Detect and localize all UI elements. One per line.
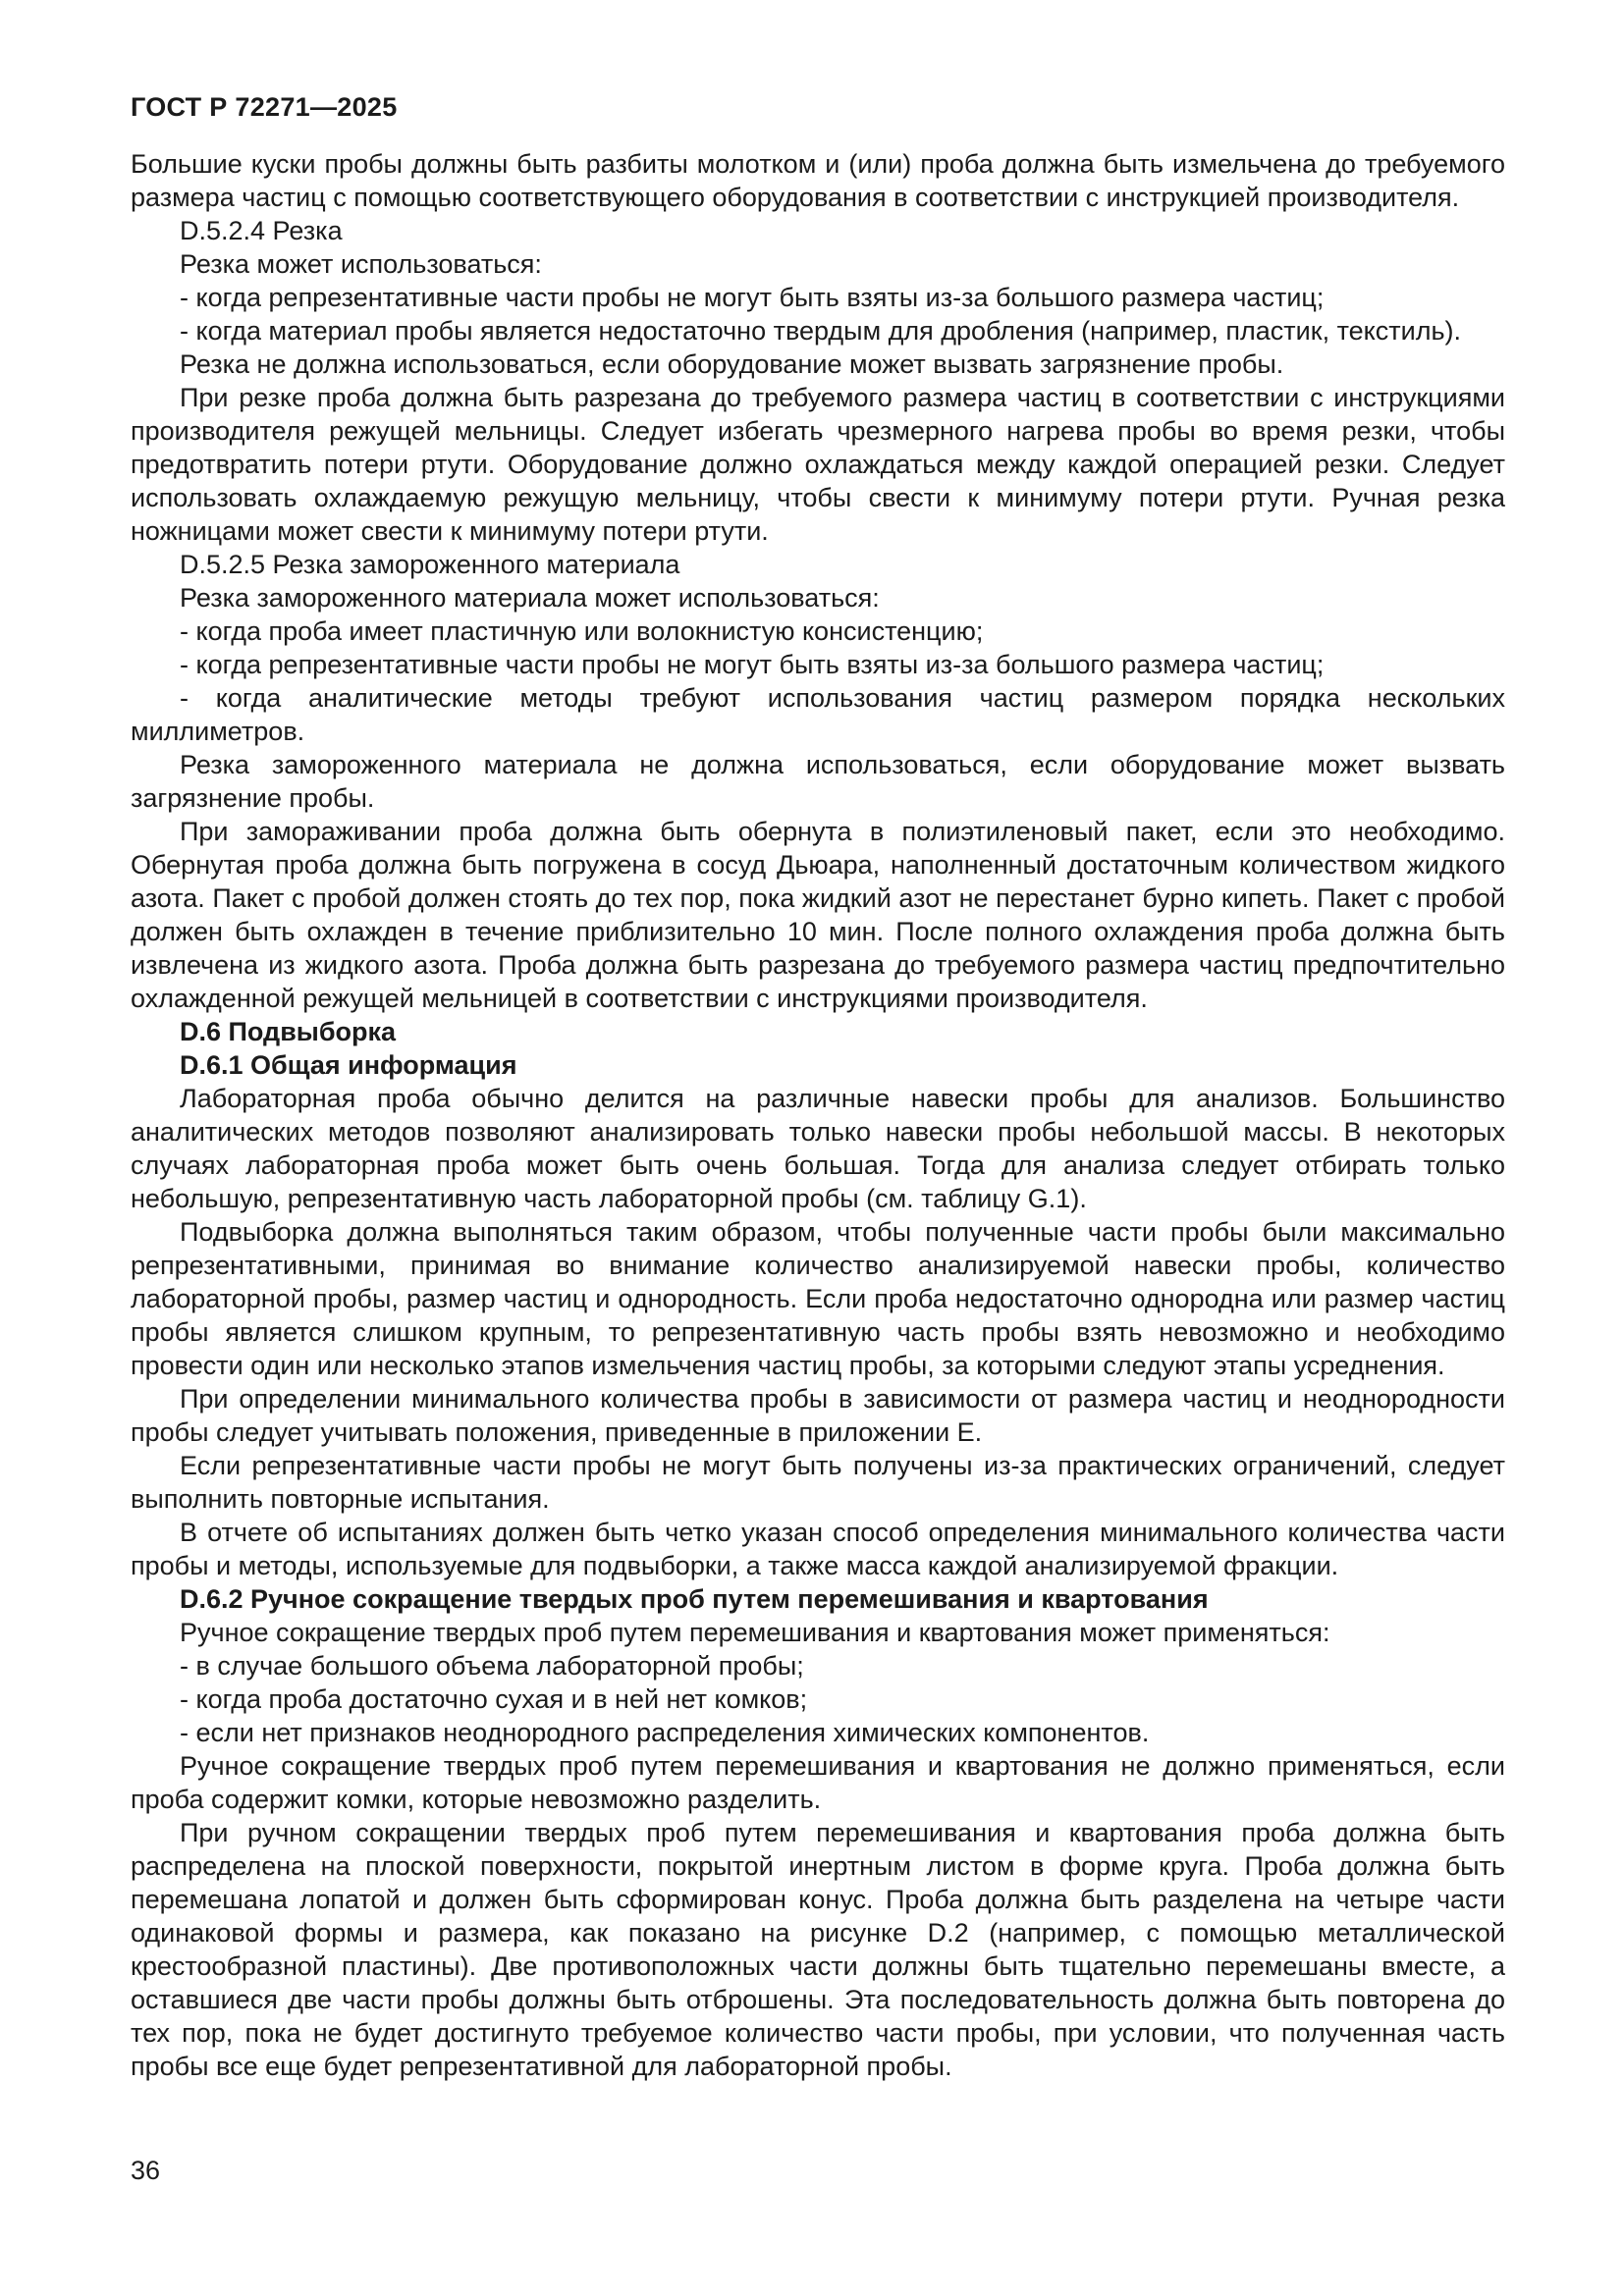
standard-number: ГОСТ Р 72271—2025 — [131, 92, 398, 122]
paragraph: D.5.2.5 Резка замороженного материала — [180, 550, 680, 579]
paragraph: При резке проба должна быть разрезана до требуемого размера частиц в соответствии с инструкциями производителя режущей мельницы. Следует избегать чрезмерного нагрева пробы во время резки, чтобы предотвратить потери ртути. Оборудование должно охлаждаться между каждой операцией резки. Следует использовать охлаждаемую режущую мельницу, чтобы свести к минимуму потери ртути. Ручная резка ножницами может свести к минимуму потери ртути. — [131, 383, 1505, 546]
section-heading: D.6 Подвыборка — [180, 1017, 397, 1046]
paragraph: Если репрезентативные части пробы не могут быть получены из-за практических ограничений, следует выполнить повторные испытания. — [131, 1451, 1505, 1514]
list-item: - когда аналитические методы требуют использования частиц размером порядка нескольких миллиметров. — [131, 683, 1505, 746]
paragraph: Резка не должна использоваться, если оборудование может вызвать загрязнение пробы. — [180, 349, 1284, 379]
paragraph: D.5.2.4 Резка — [180, 216, 343, 245]
section-heading: D.6.1 Общая информация — [180, 1050, 517, 1080]
document-header — [131, 92, 398, 123]
list-item: - если нет признаков неоднородного распределения химических компонентов. — [180, 1718, 1150, 1747]
paragraph: Резка замороженного материала не должна использоваться, если оборудование может вызвать загрязнение пробы. — [131, 750, 1505, 813]
document-content — [131, 147, 1505, 2083]
list-item: - когда репрезентативные части пробы не могут быть взяты из-за большого размера частиц; — [180, 283, 1325, 312]
paragraph: При определении минимального количества пробы в зависимости от размера частиц и неоднородности пробы следует учитывать положения, приведенные в приложении E. — [131, 1384, 1505, 1447]
paragraph: При ручном сокращении твердых проб путем перемешивания и квартования проба должна быть распределена на плоской поверхности, покрытой инертным листом в форме круга. Проба должна быть перемешана лопатой и должен быть сформирован конус. Проба должна быть разделена на четыре части одинаковой формы и размера, как показано на рисунке D.2 (например, с помощью металлической крестообразной пластины). Две противоположных части должны быть тщательно перемешаны вместе, а оставшиеся две части пробы должны быть отброшены. Эта последовательность должна быть повторена до тех пор, пока не будет достигнуто требуемое количество части пробы, при условии, что полученная часть пробы все еще будет репрезентативной для лабораторной пробы. — [131, 1818, 1505, 2081]
paragraph: При замораживании проба должна быть обернута в полиэтиленовый пакет, если это необходимо. Обернутая проба должна быть погружена в сосуд Дьюара, наполненный достаточным количеством жидкого азота. Пакет с пробой должен стоять до тех пор, пока жидкий азот не перестанет бурно кипеть. Пакет с пробой должен быть охлажден в течение приблизительно 10 мин. После полного охлаждения проба должна быть извлечена из жидкого азота. Проба должна быть разрезана до требуемого размера частиц предпочтительно охлажденной режущей мельницей в соответствии с инструкциями производителя. — [131, 817, 1505, 1013]
page-number: 36 — [131, 2156, 161, 2185]
list-item: - когда проба достаточно сухая и в ней нет комков; — [180, 1684, 808, 1714]
list-item: - когда репрезентативные части пробы не могут быть взяты из-за большого размера частиц; — [180, 650, 1325, 679]
list-item: - когда материал пробы является недостаточно твердым для дробления (например, пластик, текстиль). — [180, 316, 1462, 346]
paragraph: Резка замороженного материала может использоваться: — [180, 583, 880, 613]
section-heading: D.6.2 Ручное сокращение твердых проб путем перемешивания и квартования — [180, 1584, 1209, 1614]
paragraph: Резка может использоваться: — [180, 249, 542, 279]
paragraph: Подвыборка должна выполняться таким образом, чтобы полученные части пробы были максимально репрезентативными, принимая во внимание количество анализируемой навески пробы, количество лабораторной пробы, размер частиц и однородность. Если проба недостаточно однородна или размер частиц пробы является слишком крупным, то репрезентативную часть пробы взять невозможно и необходимо провести один или несколько этапов измельчения частиц пробы, за которыми следуют этапы усреднения. — [131, 1217, 1505, 1380]
paragraph: Ручное сокращение твердых проб путем перемешивания и квартования может применяться: — [180, 1618, 1330, 1647]
list-item: - когда проба имеет пластичную или волокнистую консистенцию; — [180, 616, 984, 646]
paragraph: Лабораторная проба обычно делится на различные навески пробы для анализов. Большинство аналитических методов позволяют анализировать только навески пробы небольшой массы. В некоторых случаях лабораторная проба может быть очень большая. Тогда для анализа следует отбирать только небольшую, репрезентативную часть лабораторной пробы (см. таблицу G.1). — [131, 1084, 1505, 1213]
paragraph: Ручное сокращение твердых проб путем перемешивания и квартования не должно применяться, если проба содержит комки, которые невозможно разделить. — [131, 1751, 1505, 1814]
paragraph: В отчете об испытаниях должен быть четко указан способ определения минимального количества части пробы и методы, используемые для подвыборки, а также масса каждой анализируемой фракции. — [131, 1518, 1505, 1580]
paragraph: Большие куски пробы должны быть разбиты молотком и (или) проба должна быть измельчена до требуемого размера частиц с помощью соответствующего оборудования в соответствии с инструкцией производителя. — [131, 149, 1505, 212]
document-footer — [131, 2156, 160, 2186]
list-item: - в случае большого объема лабораторной пробы; — [180, 1651, 804, 1681]
